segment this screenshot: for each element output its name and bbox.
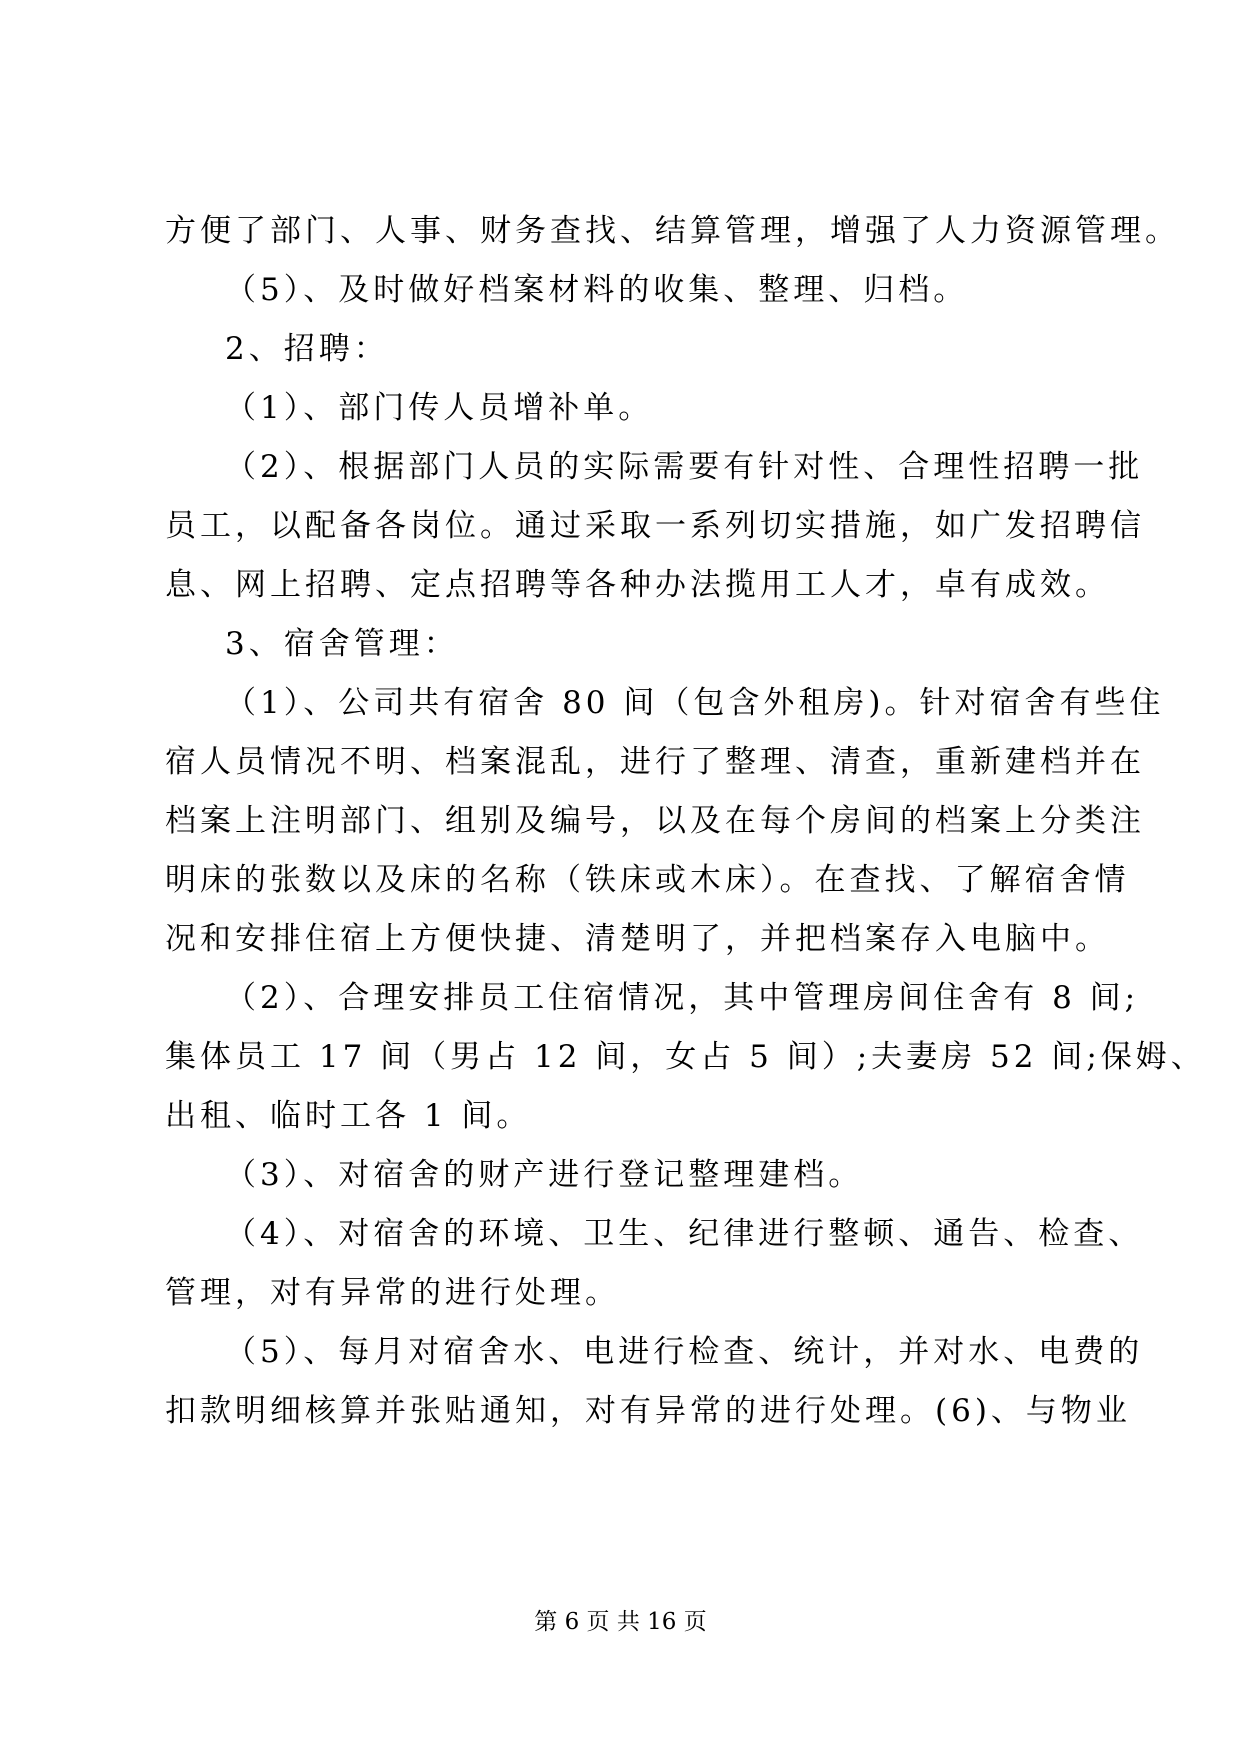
body-line: 明床的张数以及床的名称（铁床或木床）。在查找、了解宿舍情 — [165, 862, 1130, 898]
body-line: 宿人员情况不明、档案混乱，进行了整理、清查，重新建档并在 — [165, 744, 1145, 780]
body-line: （1）、公司共有宿舍 80 间（包含外租房)。针对宿舍有些住 — [225, 685, 1165, 721]
body-line: （1）、部门传人员增补单。 — [225, 390, 654, 426]
body-line: （5）、每月对宿舍水、电进行检查、统计，并对水、电费的 — [225, 1334, 1144, 1370]
body-line: 档案上注明部门、组别及编号，以及在每个房间的档案上分类注 — [165, 803, 1145, 839]
body-line: （5）、及时做好档案材料的收集、整理、归档。 — [225, 272, 969, 308]
body-line: 方便了部门、人事、财务查找、结算管理，增强了人力资源管理。 — [165, 213, 1180, 249]
body-line: 管理，对有异常的进行处理。 — [165, 1275, 620, 1311]
body-line: 扣款明细核算并张贴通知，对有异常的进行处理。(6)、与物业 — [165, 1393, 1131, 1429]
body-line: （2）、根据部门人员的实际需要有针对性、合理性招聘一批 — [225, 449, 1144, 485]
body-line: 息、网上招聘、定点招聘等各种办法揽用工人才，卓有成效。 — [165, 567, 1110, 603]
body-line: （2）、合理安排员工住宿情况，其中管理房间住舍有 8 间; — [225, 980, 1140, 1016]
page-number-footer: 第 6 页 共 16 页 — [534, 1609, 707, 1635]
body-line: 集体员工 17 间（男占 12 间，女占 5 间）;夫妻房 52 间;保姆、 — [165, 1039, 1206, 1075]
body-line: （4）、对宿舍的环境、卫生、纪律进行整顿、通告、检查、 — [225, 1216, 1144, 1252]
body-line: 员工，以配备各岗位。通过采取一系列切实措施，如广发招聘信 — [165, 508, 1145, 544]
body-line: （3）、对宿舍的财产进行登记整理建档。 — [225, 1157, 864, 1193]
body-line: 出租、临时工各 1 间。 — [165, 1098, 532, 1134]
body-line: 2、招聘： — [225, 331, 389, 367]
body-line: 况和安排住宿上方便快捷、清楚明了，并把档案存入电脑中。 — [165, 921, 1110, 957]
body-line: 3、宿舍管理： — [225, 626, 459, 662]
